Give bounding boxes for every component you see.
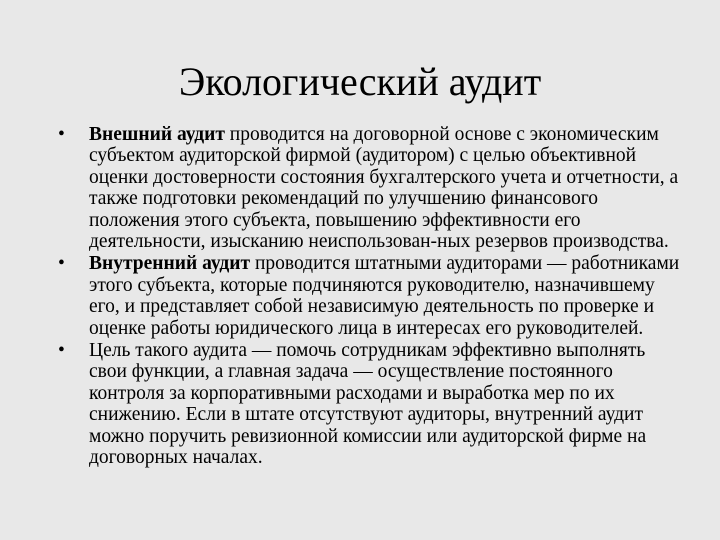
bullet-dot-icon: • — [58, 340, 65, 362]
bullet-item-audit-goal — [56, 340, 686, 468]
bullet-item-external-audit — [56, 124, 686, 252]
bullet-text: проводится на договорной основе с экономическим субъектом аудиторской фирмой (аудитором) с целью объективной оценки достоверности состояния бухгалтерского учета и отчетности, а также подготовки рекомендаций по улучшению финансового положения этого субъекта, повышению эффективности его деятельности, изысканию неиспользован-ных резервов производства. — [89, 124, 679, 253]
bullet-dot-icon: • — [58, 253, 65, 275]
bullet-list — [56, 124, 686, 470]
bullet-item-internal-audit — [56, 253, 686, 339]
bullet-term: Внутренний аудит — [89, 253, 251, 275]
bullet-term: Внешний аудит — [89, 124, 225, 145]
slide-title: Экологический аудит — [178, 59, 542, 104]
bullet-dot-icon: • — [58, 124, 65, 145]
bullet-text: проводится штатными аудиторами — работниками этого субъекта, которые подчиняются руководителю, назначившему его, и представляет собой независимую деятельность по проверке и оценке работы юридического лица в интересах его руководителей. — [89, 253, 680, 339]
bullet-text: Цель такого аудита — помочь сотрудникам эффективно выполнять свои функции, а главная задача — осуществление постоянного контроля за корпоративными расходами и выработка мер по их снижению. Если в штате отсутствуют аудиторы, внутренний аудит можно поручить ревизионной комиссии или аудиторской фирме на договорных началах. — [89, 340, 647, 469]
